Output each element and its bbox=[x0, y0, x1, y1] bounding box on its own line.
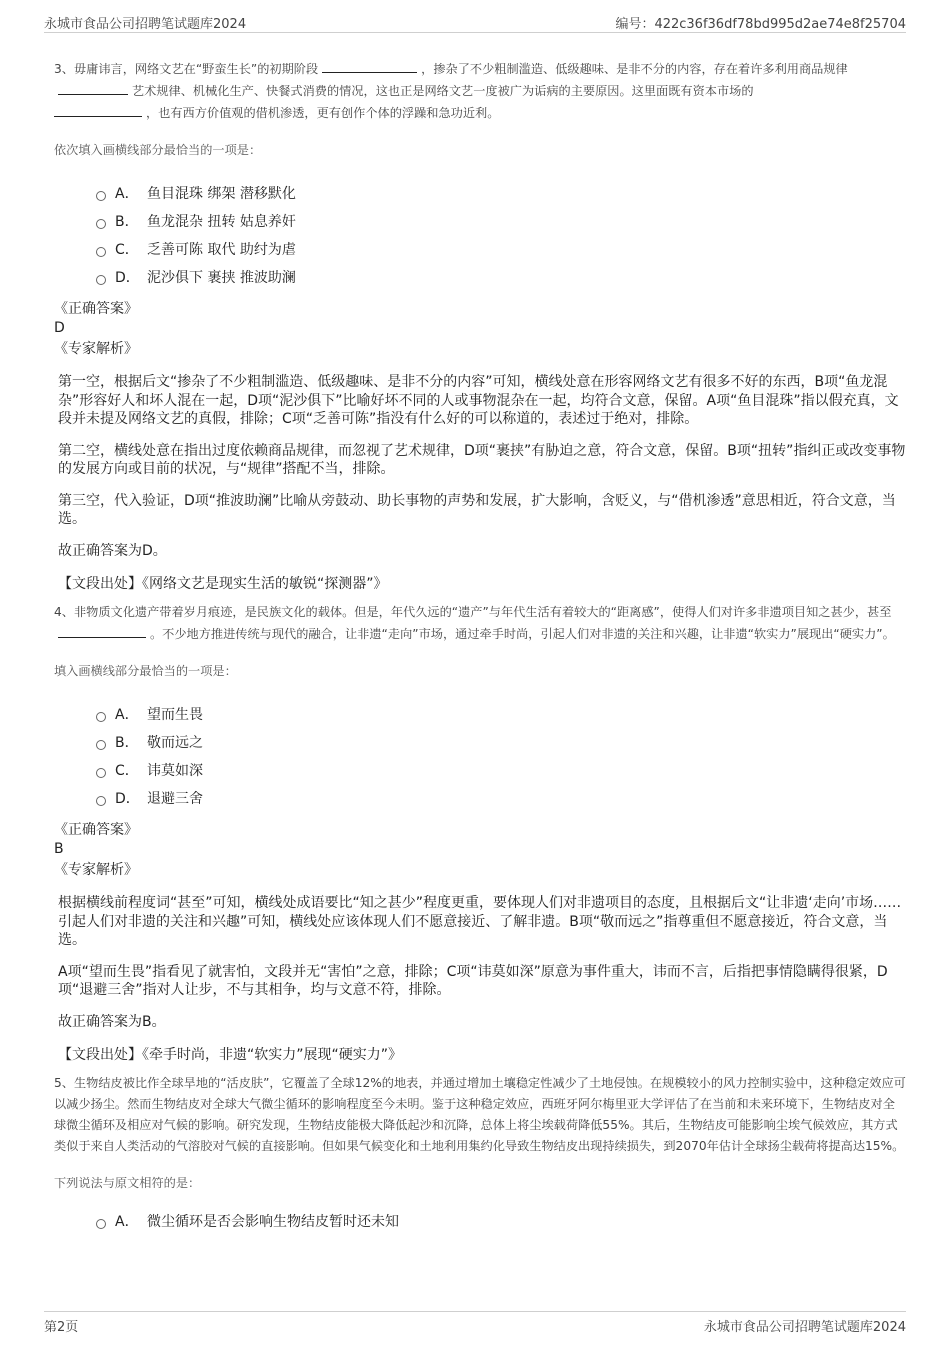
question-5 bbox=[54, 1073, 906, 1235]
answer-blank bbox=[58, 80, 128, 95]
option-d[interactable] bbox=[96, 263, 906, 291]
page-content bbox=[54, 58, 906, 1235]
option-letter: A． bbox=[115, 1214, 139, 1230]
question-4-stem-part: 4、非物质文化遗产带着岁月痕迹，是民族文化的载体。但是，年代久远的“遗产”与年代生活有着较大的“距离感”，使得人们对许多非遗项目知之甚少，甚至 bbox=[54, 605, 892, 619]
option-letter: C． bbox=[115, 242, 139, 258]
question-3-options bbox=[96, 179, 906, 291]
analysis-paragraph: 第三空，代入验证，D项“推波助澜”比喻从旁鼓动、助长事物的声势和发展，扩大影响，含贬义，与“借机渗透”意思相近，符合文意，当选。 bbox=[58, 492, 896, 527]
option-b[interactable] bbox=[96, 207, 906, 235]
question-4-stem-part: 。不少地方推进传统与现代的融合，让非遗“走向”市场，通过牵手时尚，引起人们对非遗的关注和兴趣，让非遗“软实力”展现出“硬实力”。 bbox=[150, 627, 895, 641]
option-letter: A． bbox=[115, 707, 139, 723]
question-5-stem: 5、生物结皮被比作全球旱地的“活皮肤”，它覆盖了全球12%的地表，并通过增加土壤稳定性减少了土地侵蚀。在规模较小的风力控制实验中，这种稳定效应可以减少扬尘。然而生物结皮对全球大气微尘循环的影响程度至今未明。鉴于这种稳定效应，西班牙阿尔梅里亚大学评估了在当前和未来环境下，生物结皮对全球微尘循环及相应对气候的影响。研究发现，生物结皮能极大降低起沙和沉降，总体上将尘埃载荷降低55%。其后，生物结皮可能影响尘埃气候效应，其方式类似于来自人类活动的气溶胶对气候的直接影响。但如果气候变化和土地利用集约化导致生物结皮出现持续损失，到2070年估计全球扬尘载荷将提高达15%。 bbox=[54, 1076, 906, 1153]
question-5-prompt: 下列说法与原文相符的是： bbox=[54, 1176, 201, 1190]
option-c[interactable] bbox=[96, 235, 906, 263]
question-4-prompt: 填入画横线部分最恰当的一项是： bbox=[54, 664, 237, 678]
option-letter: D． bbox=[115, 791, 140, 807]
question-3-stem-part: ，掺杂了不少粗制滥造、低级趣味、是非不分的内容，存在着许多利用商品规律 bbox=[421, 62, 848, 76]
analysis-paragraph: A项“望而生畏”指看见了就害怕，文段并无“害怕”之意，排除；C项“讳莫如深”原意为事件重大，讳而不言，后指把事情隐瞒得很紧，D项“退避三舍”指对人让步，不与其相争，均与文意不符，排除。 bbox=[58, 963, 888, 998]
option-letter: B． bbox=[115, 214, 139, 230]
radio-icon[interactable] bbox=[96, 219, 106, 229]
correct-answer-label: 《正确答案》 bbox=[54, 822, 138, 838]
answer-blank bbox=[54, 102, 142, 117]
option-a[interactable] bbox=[96, 179, 906, 207]
page-header bbox=[44, 10, 906, 33]
option-b[interactable] bbox=[96, 728, 906, 756]
correct-answer-label: 《正确答案》 bbox=[54, 301, 138, 317]
radio-icon[interactable] bbox=[96, 796, 106, 806]
option-letter: D． bbox=[115, 270, 140, 286]
header-title: 永城市食品公司招聘笔试题库2024 bbox=[44, 17, 247, 32]
option-text: 泥沙俱下 裹挟 推波助澜 bbox=[147, 270, 296, 286]
radio-icon[interactable] bbox=[96, 275, 106, 285]
option-text: 讳莫如深 bbox=[147, 763, 203, 779]
option-a[interactable] bbox=[96, 1207, 906, 1235]
question-5-options bbox=[96, 1207, 906, 1235]
text-source: 【文段出处】《网络文艺是现实生活的敏锐“探测器”》 bbox=[58, 576, 388, 592]
question-3-stem-part: 艺术规律、机械化生产、快餐式消费的情况，这也正是网络文艺一度被广为诟病的主要原因。这里面既有资本市场的 bbox=[132, 84, 754, 98]
analysis-paragraph: 第二空，横线处意在指出过度依赖商品规律，而忽视了艺术规律，D项“裹挟”有胁迫之意，符合文意，保留。B项“扭转”指纠正或改变事物的发展方向或目前的状况，与“规律”搭配不当，排除。 bbox=[58, 442, 906, 477]
option-text: 敬而远之 bbox=[147, 735, 203, 751]
option-a[interactable] bbox=[96, 700, 906, 728]
option-text: 鱼目混珠 绑架 潜移默化 bbox=[147, 186, 296, 202]
question-4-stem bbox=[54, 602, 906, 645]
radio-icon[interactable] bbox=[96, 740, 106, 750]
page-footer bbox=[44, 1311, 906, 1336]
option-letter: A． bbox=[115, 186, 139, 202]
radio-icon[interactable] bbox=[96, 1219, 106, 1229]
header-code: 编号：422c36f36df78bd995d2ae74e8f25704 bbox=[615, 17, 906, 32]
expert-analysis-label: 《专家解析》 bbox=[54, 341, 138, 357]
option-c[interactable] bbox=[96, 756, 906, 784]
question-3 bbox=[54, 58, 906, 594]
analysis-paragraph: 故正确答案为D。 bbox=[58, 542, 167, 559]
footer-title: 永城市食品公司招聘笔试题库2024 bbox=[703, 1320, 906, 1335]
question-4-options bbox=[96, 700, 906, 812]
answer-blank bbox=[58, 623, 146, 638]
option-text: 退避三舍 bbox=[147, 791, 203, 807]
option-letter: B． bbox=[115, 735, 139, 751]
analysis-paragraph: 根据横线前程度词“甚至”可知，横线处成语要比“知之甚少”程度更重，要体现人们对非遗项目的态度，且根据后文“让非遗‘走向’市场……引起人们对非遗的关注和兴趣”可知，横线处应该体现人们不愿意接近、了解非遗。B项“敬而远之”指尊重但不愿意接近，符合文意，当选。 bbox=[58, 895, 902, 948]
expert-analysis-label: 《专家解析》 bbox=[54, 862, 138, 878]
radio-icon[interactable] bbox=[96, 191, 106, 201]
text-source: 【文段出处】《牵手时尚，非遗“软实力”展现“硬实力”》 bbox=[58, 1047, 403, 1063]
correct-answer-value: D bbox=[54, 320, 65, 336]
option-text: 微尘循环是否会影响生物结皮暂时还未知 bbox=[147, 1214, 399, 1230]
option-text: 乏善可陈 取代 助纣为虐 bbox=[147, 242, 296, 258]
radio-icon[interactable] bbox=[96, 768, 106, 778]
answer-blank bbox=[322, 58, 417, 73]
analysis-paragraph: 故正确答案为B。 bbox=[58, 1013, 166, 1030]
footer-page-number: 第2页 bbox=[44, 1320, 79, 1335]
radio-icon[interactable] bbox=[96, 712, 106, 722]
radio-icon[interactable] bbox=[96, 247, 106, 257]
question-4 bbox=[54, 602, 906, 1065]
question-3-prompt: 依次填入画横线部分最恰当的一项是： bbox=[54, 143, 262, 157]
option-letter: C． bbox=[115, 763, 139, 779]
question-3-stem bbox=[54, 58, 906, 124]
analysis-paragraph: 第一空，根据后文“掺杂了不少粗制滥造、低级趣味、是非不分的内容”可知，横线处意在形容网络文艺有很多不好的东西，B项“鱼龙混杂”形容好人和坏人混在一起，D项“泥沙俱下”比喻好坏不同的人或事物混杂在一起，均符合文意，保留。A项“鱼目混珠”指以假充真，文段并未提及网络文艺的真假，排除；C项“乏善可陈”指没有什么好的可以称道的，表述过于绝对，排除。 bbox=[58, 374, 899, 427]
question-3-stem-part: 3、毋庸讳言，网络文艺在“野蛮生长”的初期阶段 bbox=[54, 62, 319, 76]
option-d[interactable] bbox=[96, 784, 906, 812]
option-text: 鱼龙混杂 扭转 姑息养奸 bbox=[147, 214, 296, 230]
correct-answer-value: B bbox=[54, 841, 64, 857]
question-3-stem-part: ，也有西方价值观的借机渗透，更有创作个体的浮躁和急功近利。 bbox=[146, 106, 500, 120]
option-text: 望而生畏 bbox=[147, 707, 203, 723]
